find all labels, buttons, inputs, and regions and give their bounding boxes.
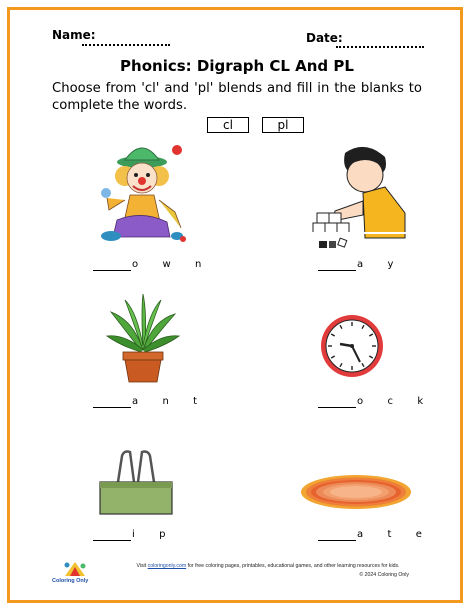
answer-blank-3[interactable]: [93, 407, 131, 408]
answer-blank-4[interactable]: [318, 407, 356, 408]
footer-link[interactable]: coloringonly.com: [147, 563, 187, 569]
coloring-only-logo-icon: [62, 560, 88, 578]
name-field[interactable]: [82, 44, 170, 46]
footer-text-before: Visit: [136, 563, 147, 569]
option-cl: cl: [207, 117, 249, 133]
answer-blank-6[interactable]: [318, 540, 356, 541]
date-label: Date:: [306, 31, 343, 45]
word-suffix-3: a n t: [132, 396, 198, 407]
logo-text: Coloring Only: [52, 578, 89, 584]
word-suffix-4: o c k: [357, 396, 424, 407]
word-suffix-5: i p: [132, 529, 166, 540]
option-pl: pl: [262, 117, 304, 133]
word-suffix-6: a t e: [357, 529, 422, 540]
worksheet-title: Phonics: Digraph CL And PL: [120, 57, 354, 75]
footer-text-after: for free coloring pages, printables, educational games, and other learning resources for kids.: [187, 563, 400, 569]
potted-plant-picture: [103, 290, 183, 385]
footer-text: [118, 563, 418, 569]
answer-blank-1[interactable]: [93, 270, 131, 271]
instructions: Choose from 'cl' and 'pl' blends and fill in the blanks to complete the words.: [52, 81, 422, 113]
plate-picture: [298, 472, 414, 512]
boy-playing-blocks-picture: [305, 143, 410, 250]
clown-picture: [95, 140, 190, 245]
answer-blank-5[interactable]: [93, 540, 131, 541]
binder-clip-picture: [96, 448, 176, 518]
wall-clock-picture: [318, 312, 386, 380]
word-suffix-1: o w n: [132, 259, 202, 270]
word-suffix-2: a y: [357, 259, 394, 270]
answer-blank-2[interactable]: [318, 270, 356, 271]
name-label: Name:: [52, 28, 96, 42]
copyright: © 2024 Coloring Only: [359, 572, 409, 578]
date-field[interactable]: [336, 46, 424, 48]
